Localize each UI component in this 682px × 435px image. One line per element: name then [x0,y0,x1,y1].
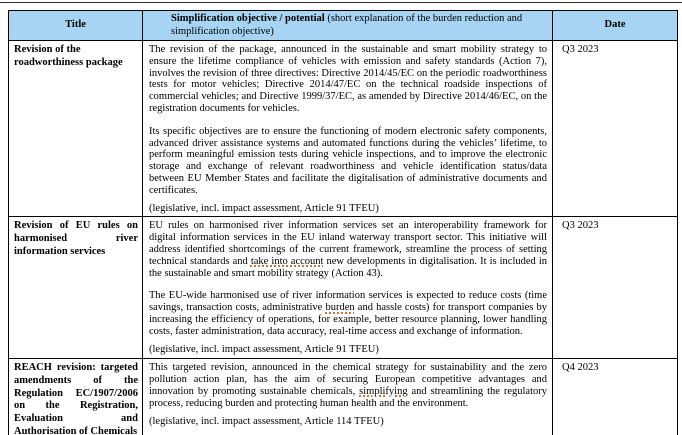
legal-basis-line [149,416,547,428]
date-cell: Q4 2023 [553,359,678,435]
date-cell: Q3 2023 [553,217,678,359]
table-row-roadworthiness [9,41,678,217]
grammar-flagged-text: burden [325,302,355,314]
legal-basis-line [149,344,547,356]
header-row [9,11,678,41]
simplification-table [8,10,678,435]
text-run: and hassle costs) for transport companies by increasing the efficiency of operations, for example, better resource planning, lower handling costs, faster administration, data accuracy, real-time access and exchange of information. [149,302,547,337]
text-run: The revision of the package, announced in the sustainable and smart mobility strategy to ensure the lifetime compliance of vehicles with emission and safety standards (Action 7), involves the revision of three directives: Directive 2014/45/EC on the periodic roadworthiness tests for motor vehicles; Directive 2014/47/EC on the technical roadside inspections of commercial vehicles; and Directive 1999/37/EC, as amended by Directive 2014/46/EC, on the registration documents for vehicles. [149,44,547,114]
row-title-cell: Revision of EU rules on harmonised river information services [9,217,143,359]
text-run: (legislative, incl. impact assessment, Article 114 TFEU) [149,415,384,427]
objective-paragraph [149,362,547,409]
objective-cell [143,217,553,359]
column-header-objective [143,11,553,41]
grammar-flagged-text: simplifying [359,385,408,397]
objective-paragraph [149,44,547,115]
objective-cell [143,41,553,217]
text-run: and streamlining the regulatory process, reducing burden and protecting human health and the environment. [149,385,547,409]
legal-basis-line [149,203,547,215]
text-run: (legislative, incl. impact assessment, Article 91 TFEU) [149,202,379,214]
column-header-date: Date [553,11,678,41]
column-header-objective-note: (short explanation of the burden reduction and simplification objective) [171,13,523,37]
column-header-objective-bold: Simplification objective / potential [171,13,325,25]
text-run: Its specific objectives are to ensure the functioning of modern electronic safety components, advanced driver assistance systems and automated functions during the vehicles’ lifetime, to perform meaningful emission tests during vehicle inspections, and to improve the electronic storage and exchange of relevant roadworthiness and vehicle identification status/data between EU Member States and facilitate the digitalisation of administrative documents and certificates. [149,125,547,196]
text-run: EU rules on harmonised river information services set an interoperability framework for digital information services in the EU inland waterway transport sector. This initiative will address identified shortcomings of the current framework, streamline the process of setting technical standards and [149,220,547,267]
text-run: (legislative, incl. impact assessment, Article 91 TFEU) [149,343,379,355]
text-run: new developments in digitalisation. It is included in the sustainable and smart mobility strategy (Action 43). [149,255,547,279]
column-header-title: Title [9,11,143,41]
page-top-rule [0,2,682,3]
objective-paragraph [149,220,547,279]
objective-paragraph [149,126,547,197]
text-run: The EU-wide harmonised use of river information services is expected to reduce costs (time savings, transaction costs, administrative [149,290,547,314]
objective-cell [143,359,553,435]
date-cell: Q3 2023 [553,41,678,217]
table-row-river-information [9,217,678,359]
objective-paragraph [149,290,547,337]
row-title-cell: REACH revision: targeted amendments of the Regulation EC/1907/2006 on the Registration, Evaluation and Authorisation of Chemicals [9,359,143,435]
text-run: This targeted revision, announced in the chemical strategy for sustainability and the zero pollution action plan, has the aim of securing European competitive advantages and innovation by promoting sustainable chemicals, [149,362,547,397]
grammar-flagged-text: take into account [250,255,324,267]
table-row-reach-revision [9,359,678,435]
row-title-cell: Revision of the roadworthiness package [9,41,143,217]
